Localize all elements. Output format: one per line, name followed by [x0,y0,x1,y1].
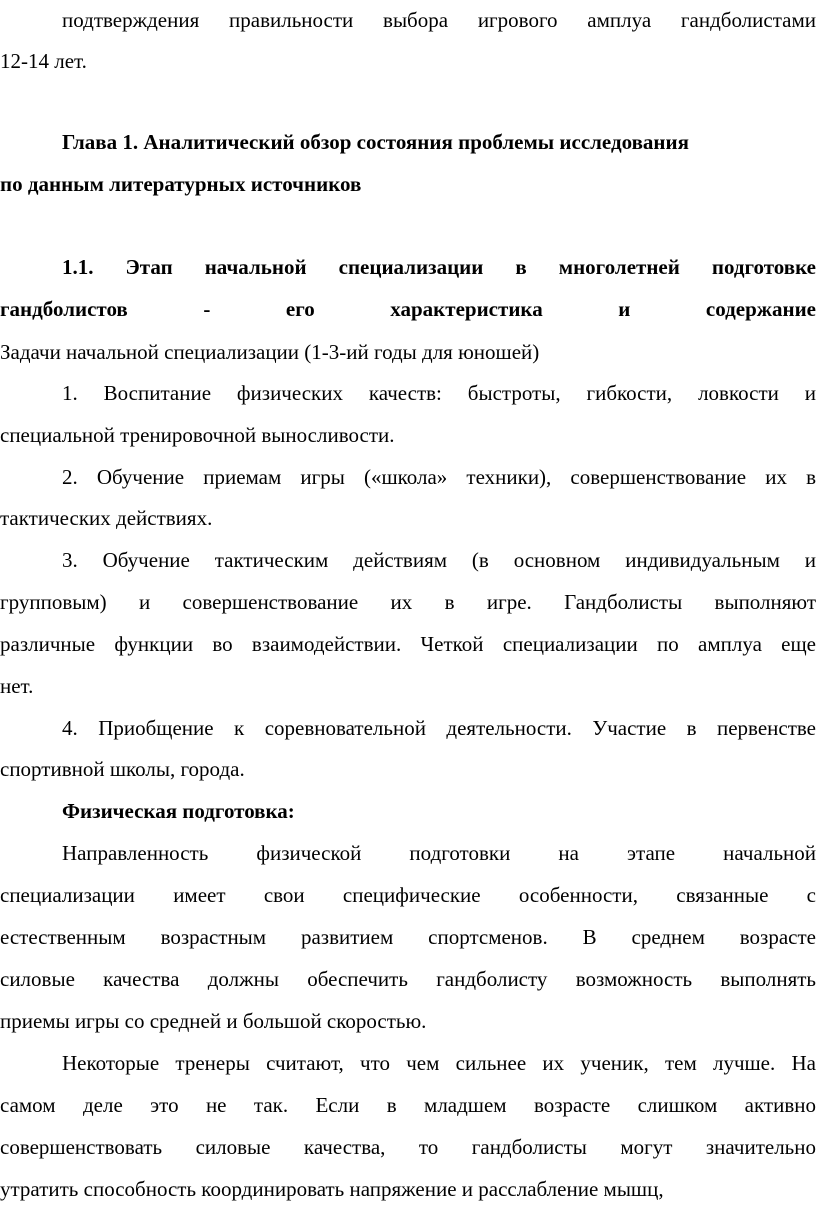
chapter-heading: по данным литературных источников [0,172,362,196]
subsection-heading: Физическая подготовка: [62,799,295,823]
section-heading: 1.1. Этап начальной специализации в многолетней подготовке [62,255,816,279]
text-line: групповым) и совершенствование их в игре. Гандболисты выполняют [0,590,816,614]
text-line: 3. Обучение тактическим действиям (в основном индивидуальным и [62,548,816,572]
text-line: нет. [0,674,34,698]
text-line: 2. Обучение приемам игры («школа» техники), совершенствование их в [62,465,816,489]
text-line: совершенствовать силовые качества, то гандболисты могут значительно [0,1135,816,1159]
text-line: естественным возрастным развитием спортсменов. В среднем возрасте [0,925,816,949]
text-line: тактических действиях. [0,506,213,530]
text-line: Задачи начальной специализации (1-3-ий годы для юношей) [0,340,540,364]
text-line: самом деле это не так. Если в младшем возрасте слишком активно [0,1093,816,1117]
text-line: специальной тренировочной выносливости. [0,423,395,447]
text-line: утратить способность координировать напряжение и расслабление мышц, [0,1177,664,1201]
text-line: 12-14 лет. [0,49,87,73]
text-line: спортивной школы, города. [0,757,245,781]
text-line: 4. Приобщение к соревновательной деятельности. Участие в первенстве [62,716,816,740]
text-line: 1. Воспитание физических качеств: быстроты, гибкости, ловкости и [62,381,816,405]
text-line: силовые качества должны обеспечить гандболисту возможность выполнять [0,967,816,991]
text-line: специализации имеет свои специфические особенности, связанные с [0,883,816,907]
text-line: различные функции во взаимодействии. Четкой специализации по амплуа еще [0,632,816,656]
chapter-heading: Глава 1. Аналитический обзор состояния проблемы исследования [62,130,689,154]
text-line: подтверждения правильности выбора игрового амплуа гандболистами [62,8,816,32]
text-line: приемы игры со средней и большой скоростью. [0,1009,427,1033]
text-line: Направленность физической подготовки на этапе начальной [62,841,816,865]
section-heading: гандболистов - его характеристика и содержание [0,297,816,321]
text-line: Некоторые тренеры считают, что чем сильнее их ученик, тем лучше. На [62,1051,816,1075]
